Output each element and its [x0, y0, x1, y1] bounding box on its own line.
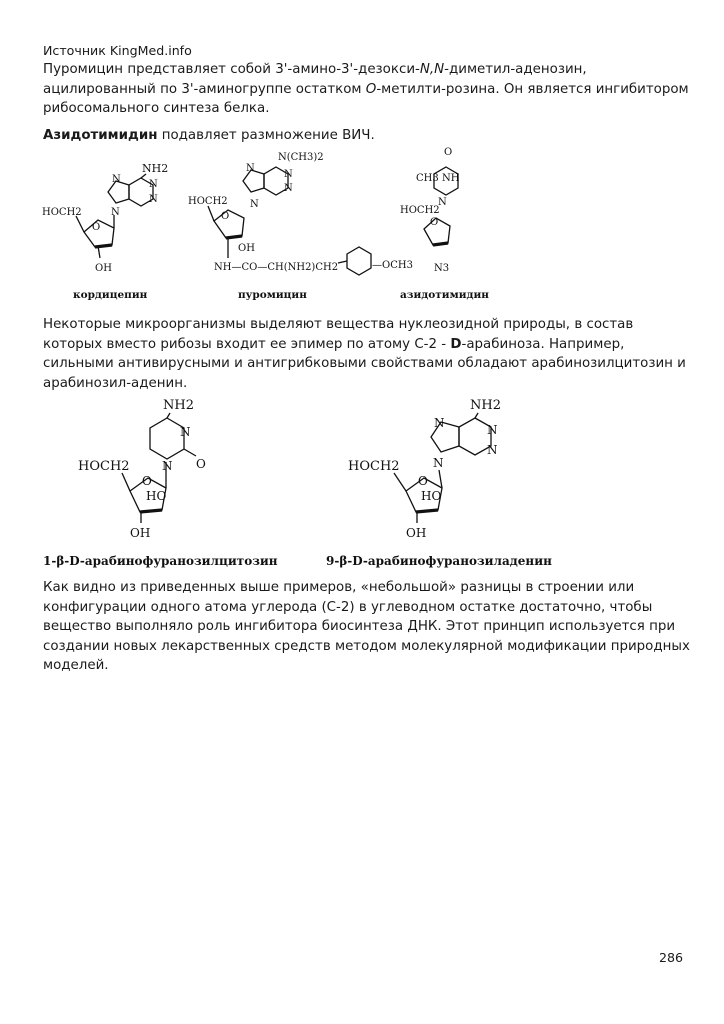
paragraph-conclusion: Как видно из приведенных выше примеров, «небольшой» разницы в строении или конфигурации одного атома углерода (С-2) в углеводном остатке достаточно, чтобы вещество выполняло роль ингибитора биосинтеза ДНК. Этот принцип используется при создании новых лекарственных средств методом молекулярной модификации природных моделей.	[43, 580, 690, 673]
label-o: O	[142, 474, 152, 488]
italic-o: O	[365, 81, 377, 97]
label-o: O	[221, 211, 230, 222]
figure-nucleoside-analogs	[38, 145, 489, 307]
label-n: N	[180, 425, 191, 439]
caption-puromycin: пуромицин	[238, 289, 307, 301]
ara-a-structure	[326, 398, 552, 568]
label-o: O	[430, 217, 439, 228]
bold-term: Азидотимидин	[43, 128, 158, 143]
azt-structure	[400, 147, 489, 301]
label-n: N	[149, 179, 158, 190]
text-run: -диметил-аденозин, ацилированный по 3'-аминогруппе остатком	[43, 62, 587, 97]
label-n: N	[487, 443, 498, 457]
text-run: Некоторые микроорганизмы выделяют вещества нуклеозидной природы, в состав которых вместо рибозы входит ее эпимер по атому С-2 -	[43, 317, 634, 352]
label-n: N	[112, 174, 121, 185]
paragraph-puromycin	[43, 60, 693, 119]
source-line: Источник KingMed.info	[43, 43, 192, 58]
label-oh: OH	[238, 243, 255, 254]
cordycepin-structure	[42, 162, 168, 301]
label-hoch2: HOCH2	[42, 207, 82, 218]
label-och3: —OCH3	[372, 260, 413, 271]
label-nh: NH	[442, 173, 460, 184]
puromycin-structure	[188, 152, 413, 301]
label-o: O	[444, 147, 453, 158]
label-nh2: NH2	[142, 162, 169, 175]
label-o: O	[196, 457, 206, 471]
label-n: N	[284, 169, 293, 180]
label-hoch2: HOCH2	[78, 459, 130, 474]
label-n: N	[284, 183, 293, 194]
paragraph-azidothymidine	[43, 126, 693, 146]
label-n: N	[438, 197, 447, 208]
text-run: -арабиноза. Например, сильными антивирусными и антигрибковыми свойствами обладают арабинозилцитозин и арабинозил-аденин.	[43, 336, 686, 391]
label-n3: N3	[434, 263, 450, 274]
label-n: N	[246, 163, 255, 174]
label-hoch2: HOCH2	[400, 205, 440, 216]
label-oh: OH	[406, 526, 427, 540]
text-run: -метилти-розина. Он является ингибитором рибосомального синтеза белка.	[43, 81, 689, 116]
label-nme2: N(CH3)2	[278, 152, 324, 163]
label-puromycin-chain: NH—CO—CH(NH2)CH2	[214, 262, 339, 273]
figure-arabinonucleosides	[38, 392, 558, 572]
label-hoch2: HOCH2	[348, 459, 400, 474]
text-run: подавляет размножение ВИЧ.	[157, 128, 375, 143]
italic-nn: N,N	[419, 62, 445, 77]
label-n: N	[111, 207, 120, 218]
label-n: N	[250, 199, 259, 210]
label-n: N	[162, 459, 173, 473]
label-ho: HO	[421, 489, 442, 503]
label-nh2: NH2	[163, 398, 194, 413]
label-hoch2: HOCH2	[188, 196, 228, 207]
label-o: O	[92, 222, 101, 233]
caption-azidothymidine: азидотимидин	[400, 289, 489, 301]
label-n: N	[434, 416, 445, 430]
label-o: O	[418, 474, 428, 488]
text-run: Пуромицин представляет собой 3'-амино-3'-дезокси-	[43, 62, 420, 77]
label-oh: OH	[130, 526, 151, 540]
bold-d: D	[450, 336, 462, 352]
ara-c-structure	[43, 398, 278, 568]
label-n: N	[149, 194, 158, 205]
caption-ara-a: 9-β-D-арабинофуранозиладенин	[326, 554, 552, 568]
label-n: N	[487, 423, 498, 437]
caption-cordycepin: кордицепин	[73, 289, 148, 301]
paragraph-arabinose	[43, 315, 693, 393]
label-oh: OH	[95, 263, 112, 274]
label-ch3: CH3	[416, 173, 439, 184]
label-nh2: NH2	[470, 398, 501, 413]
page-number: 286	[659, 950, 684, 965]
label-n: N	[433, 456, 444, 470]
caption-ara-c: 1-β-D-арабинофуранозилцитозин	[43, 554, 278, 568]
label-ho: HO	[146, 489, 167, 503]
